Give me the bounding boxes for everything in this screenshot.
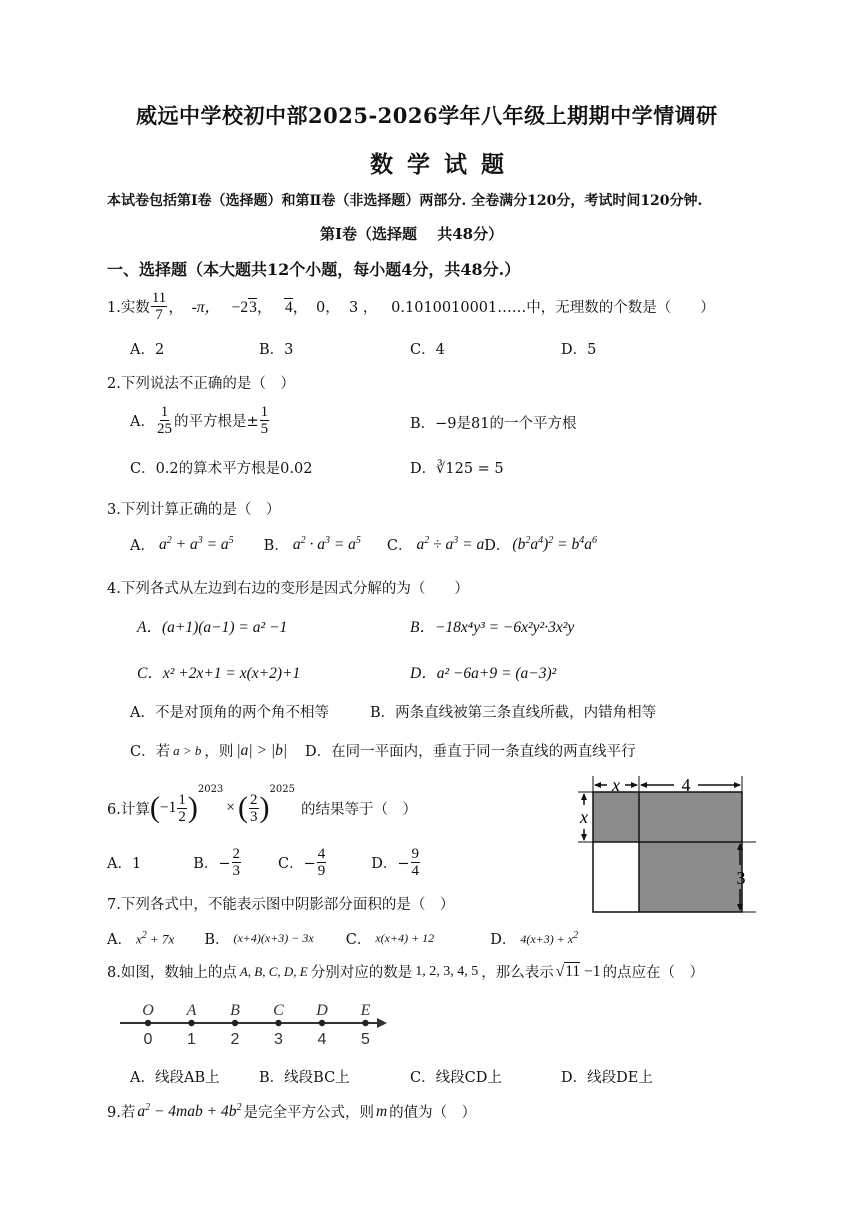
number-line-label-a: A: [186, 1002, 197, 1019]
q1-option-c: C．4: [410, 342, 445, 358]
q3-option-a-label: A．: [130, 538, 155, 554]
figure-label-top-4: 4: [681, 775, 691, 795]
q5-option-c: C．若 a > b ，则 |a| > |b|: [130, 741, 288, 760]
q8-option-b: B．线段BC上: [259, 1070, 350, 1086]
q8-option-c: C．线段CD上: [410, 1070, 502, 1086]
number-line-point-e: [362, 1020, 368, 1026]
shaded-rect-top: [639, 792, 742, 842]
shaded-rect-bottom: [639, 842, 742, 912]
q6-option-d: D．−: [371, 856, 410, 872]
q8-option-d: D．线段DE上: [561, 1070, 653, 1086]
number-line-label-b: B: [230, 1002, 240, 1019]
q9-stem-post: 是完全平方公式，则: [243, 1105, 374, 1121]
exam-intro: 本试卷包括第Ⅰ卷（选择题）和第Ⅱ卷（非选择题）两部分. 全卷满分120分，考试时间120分钟.: [107, 193, 703, 209]
number-line-point-b: [232, 1020, 238, 1026]
number-line-point-d: [319, 1020, 325, 1026]
figure-label-top-x: x: [612, 775, 620, 795]
question-7-stem: 7.下列各式中，不能表示图中阴影部分面积的是（ ）: [107, 897, 455, 913]
q1-item-decimal: 0.1010010001……中，无理数的个数是（ ）: [391, 299, 715, 316]
q8-stem-pre: 8.如图，数轴上的点: [107, 965, 237, 981]
q7-option-d-label: D．: [490, 932, 517, 948]
area-figure: [574, 772, 759, 917]
question-2-stem: 2.下列说法不正确的是（ ）: [107, 376, 295, 392]
number-line-number-0: 0: [143, 1031, 153, 1048]
q3-option-b-label: B．: [263, 538, 289, 554]
q1-option-d: D．5: [561, 342, 597, 358]
q6-prefix: 6.计算: [107, 801, 150, 818]
q9-stem-end: 的值为（ ）: [389, 1105, 477, 1121]
q5-option-d: D．在同一平面内，垂直于同一条直线的两直线平行: [305, 744, 636, 760]
q1-item-zero: 0，: [316, 299, 340, 316]
q6-option-a: A．1: [107, 856, 142, 872]
q3-options: A． $a^2 + a^3 = a^5$ B． $a^2 \cdot a^3 = a^5$ C． $a^2 \div a^3 = a$ D． $(b^2a^4)^2 = b^4a^6$: [130, 534, 597, 554]
number-line-point-o: [145, 1020, 151, 1026]
section-one-heading: 一、选择题（本大题共12个小题，每小题4分，共48分.）: [107, 260, 521, 279]
number-line-point-a: [188, 1020, 194, 1026]
number-line-point-c: [275, 1020, 281, 1026]
q6-options: A．1 B．− $\frac{2}{3}$ C．− $\frac{4}{9}$ D．− $\frac{9}{4}$: [107, 846, 420, 879]
q5-option-c-pre: C．若: [130, 744, 171, 760]
figure-label-right-3: 3: [736, 868, 746, 888]
q1-fraction-11-7: $\frac{11}{7}$: [151, 289, 167, 323]
q3-option-c-label: C．: [386, 538, 413, 554]
question-1-stem: 1.实数 $\frac{11}{7}$ ， -π， −23， 4， 0， 3 ， 0.1010010001……中，无理数的个数是（ ）: [107, 289, 715, 323]
q1-item-pi: -π，: [191, 299, 220, 316]
q2-option-c: C．0.2的算术平方根是0.02: [130, 461, 313, 477]
q1-item-three: 3 ，: [348, 299, 378, 316]
q6-option-c: C．−: [278, 856, 316, 872]
q7-option-a-label: A．: [107, 932, 132, 948]
question-8-stem: 8.如图，数轴上的点 A, B, C, D, E 分别对应的数是 1, 2, 3, 4, 5 ，那么表示 √11 −1 的点应在（ ）: [107, 962, 705, 981]
number-line-number-2: 2: [230, 1031, 240, 1048]
q2-option-d: D．∛125 = 5: [410, 461, 504, 477]
question-9-stem: 9.若 $a^2 - 4mab + 4b^2$ 是完全平方公式，则 m 的值为（ ）: [107, 1101, 477, 1121]
q1-prefix: 1.实数: [107, 299, 150, 316]
q8-stem-mid2: ，那么表示: [481, 965, 554, 981]
q2-option-a-text: 的平方根是±: [173, 414, 259, 430]
number-line-number-5: 5: [361, 1031, 370, 1048]
q5-option-a: A．不是对顶角的两个角不相等: [130, 705, 329, 721]
q5-option-c-post: ，则: [204, 744, 234, 760]
q8-stem-post: 的点应在（ ）: [602, 965, 705, 981]
q4-option-d: D．a² −6a+9 = (a−3)²: [410, 665, 557, 682]
q1-option-a: A．2: [130, 342, 165, 358]
q4-option-b: B．−18x⁴y³ = −6x²y²·3x²y: [410, 619, 575, 636]
number-line-label-e: E: [360, 1002, 371, 1019]
q7-options: A． $x^2 + 7x$ B． (x+4)(x+3) − 3x C． x(x+4) + 12 D． $4(x+3) + x^2$: [107, 929, 579, 948]
number-line-number-1: 1: [187, 1031, 196, 1048]
q9-stem-pre: 9.若: [107, 1105, 136, 1121]
q2-option-a: A． $\frac{1}{25}$ 的平方根是± $\frac{1}{5}$: [130, 404, 269, 437]
question-6-stem: 6.计算 ( −1 $\frac{1}{2}$ ) $^{2023}$ × ( $\frac{2}{3}$ ) $^{2025}$ 的结果等于（ ）: [107, 784, 417, 825]
q5-option-b: B．两条直线被第三条直线所截，内错角相等: [370, 705, 657, 721]
number-line-number-3: 3: [274, 1031, 283, 1048]
exam-title: 威远中学校初中部2025-2026学年八年级上期期中学情调研: [136, 103, 718, 128]
question-3-stem: 3.下列计算正确的是（ ）: [107, 502, 281, 518]
number-line-label-o: O: [142, 1002, 154, 1019]
shaded-square-x: [593, 792, 639, 842]
number-line-number-4: 4: [317, 1031, 327, 1048]
question-4-stem: 4.下列各式从左边到右边的变形是因式分解的为（ ）: [107, 581, 469, 597]
q8-option-a: A．线段AB上: [130, 1070, 220, 1086]
number-line-label-c: C: [273, 1002, 284, 1019]
q6-suffix: 的结果等于（ ）: [301, 801, 417, 818]
number-line-figure: [115, 1000, 390, 1048]
q1-option-b: B．3: [259, 342, 294, 358]
q6-option-b: B．−: [193, 856, 231, 872]
q4-option-a: A．(a+1)(a−1) = a² −1: [137, 619, 288, 636]
q3-option-d-label: D．: [484, 538, 511, 554]
part-one-heading: 第Ⅰ卷（选择题 共48分）: [320, 225, 504, 243]
q4-option-c: C．x² +2x+1 = x(x+2)+1: [137, 665, 301, 682]
exam-subtitle: 数学试题: [370, 151, 518, 178]
figure-label-left-x: x: [580, 807, 588, 827]
q8-stem-mid: 分别对应的数是: [310, 965, 413, 981]
number-line-label-d: D: [316, 1002, 328, 1019]
q7-option-c-label: C．: [345, 932, 372, 948]
q7-option-b-label: B．: [204, 932, 230, 948]
q2-option-b: B．−9是81的一个平方根: [410, 416, 577, 432]
